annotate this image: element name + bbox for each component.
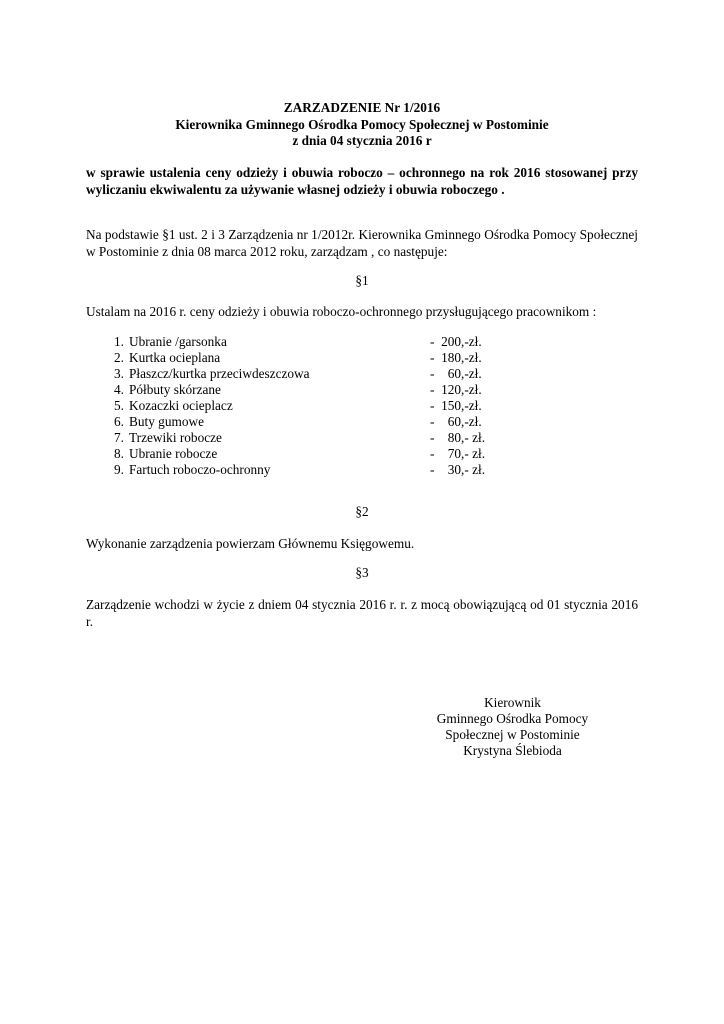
item-number: 5. bbox=[114, 398, 124, 413]
item-price: - 200,-zł. bbox=[430, 334, 482, 349]
section-1-mark: §1 bbox=[355, 273, 369, 288]
item-number: 7. bbox=[114, 430, 124, 445]
signature-institution: Gminnego Ośrodka Pomocy bbox=[436, 711, 589, 726]
item-number: 4. bbox=[114, 382, 124, 397]
item-name: Płaszcz/kurtka przeciwdeszczowa bbox=[129, 366, 310, 381]
list-item bbox=[0, 382, 724, 398]
legal-basis: Na podstawie §1 ust. 2 i 3 Zarządzenia nr 1/2012r. Kierownika Gminnego Ośrodka Pomocy Społecznej w Postominie z dnia 08 marca 2012 roku, zarządzam , co następuje: bbox=[86, 227, 638, 259]
item-price: - 80,- zł. bbox=[430, 430, 486, 445]
list-item bbox=[0, 446, 724, 462]
document-title: ZARZADZENIE Nr 1/2016 bbox=[283, 100, 441, 115]
item-number: 1. bbox=[114, 334, 124, 349]
item-price: - 70,- zł. bbox=[430, 446, 486, 461]
item-number: 3. bbox=[114, 366, 124, 381]
list-item bbox=[0, 398, 724, 414]
item-price: - 60,-zł. bbox=[430, 414, 482, 429]
item-price: - 150,-zł. bbox=[430, 398, 482, 413]
item-price: - 120,-zł. bbox=[430, 382, 482, 397]
list-item bbox=[0, 350, 724, 366]
item-name: Ubranie robocze bbox=[129, 446, 218, 461]
item-name: Buty gumowe bbox=[129, 414, 204, 429]
item-price: - 180,-zł. bbox=[430, 350, 482, 365]
item-number: 9. bbox=[114, 462, 124, 477]
section-3-mark: §3 bbox=[355, 565, 369, 580]
list-item bbox=[0, 430, 724, 446]
item-number: 6. bbox=[114, 414, 124, 429]
item-name: Kurtka ocieplana bbox=[129, 350, 221, 365]
list-item bbox=[0, 414, 724, 430]
item-number: 8. bbox=[114, 446, 124, 461]
item-name: Półbuty skórzane bbox=[129, 382, 221, 397]
item-price: - 30,- zł. bbox=[430, 462, 486, 477]
list-item bbox=[0, 366, 724, 382]
list-item bbox=[0, 462, 724, 478]
document-issuer: Kierownika Gminnego Ośrodka Pomocy Społecznej w Postominie bbox=[175, 117, 549, 132]
section-3-text: Zarządzenie wchodzi w życie z dniem 04 stycznia 2016 r. r. z mocą obowiązującą od 01 stycznia 2016 r. bbox=[86, 597, 638, 629]
item-number: 2. bbox=[114, 350, 124, 365]
item-name: Fartuch roboczo-ochronny bbox=[129, 462, 271, 477]
list-item bbox=[0, 334, 724, 350]
signature-name: Krystyna Ślebioda bbox=[463, 743, 562, 758]
document-date: z dnia 04 stycznia 2016 r bbox=[292, 133, 432, 148]
section-2-mark: §2 bbox=[355, 504, 369, 519]
signature-location: Społecznej w Postominie bbox=[445, 727, 580, 742]
document-subject: w sprawie ustalenia ceny odzieży i obuwia roboczo – ochronnego na rok 2016 stosowanej przy wyliczaniu ekwiwalentu za używanie własnej odzieży i obuwia roboczego . bbox=[86, 165, 638, 197]
signature-title: Kierownik bbox=[484, 695, 541, 710]
item-name: Ubranie /garsonka bbox=[129, 334, 227, 349]
item-name: Trzewiki robocze bbox=[129, 430, 222, 445]
item-price: - 60,-zł. bbox=[430, 366, 482, 381]
item-name: Kozaczki ocieplacz bbox=[129, 398, 233, 413]
section-1-intro: Ustalam na 2016 r. ceny odzieży i obuwia roboczo-ochronnego przysługującego pracownikom : bbox=[86, 304, 597, 319]
section-2-text: Wykonanie zarządzenia powierzam Głównemu Księgowemu. bbox=[86, 536, 415, 551]
